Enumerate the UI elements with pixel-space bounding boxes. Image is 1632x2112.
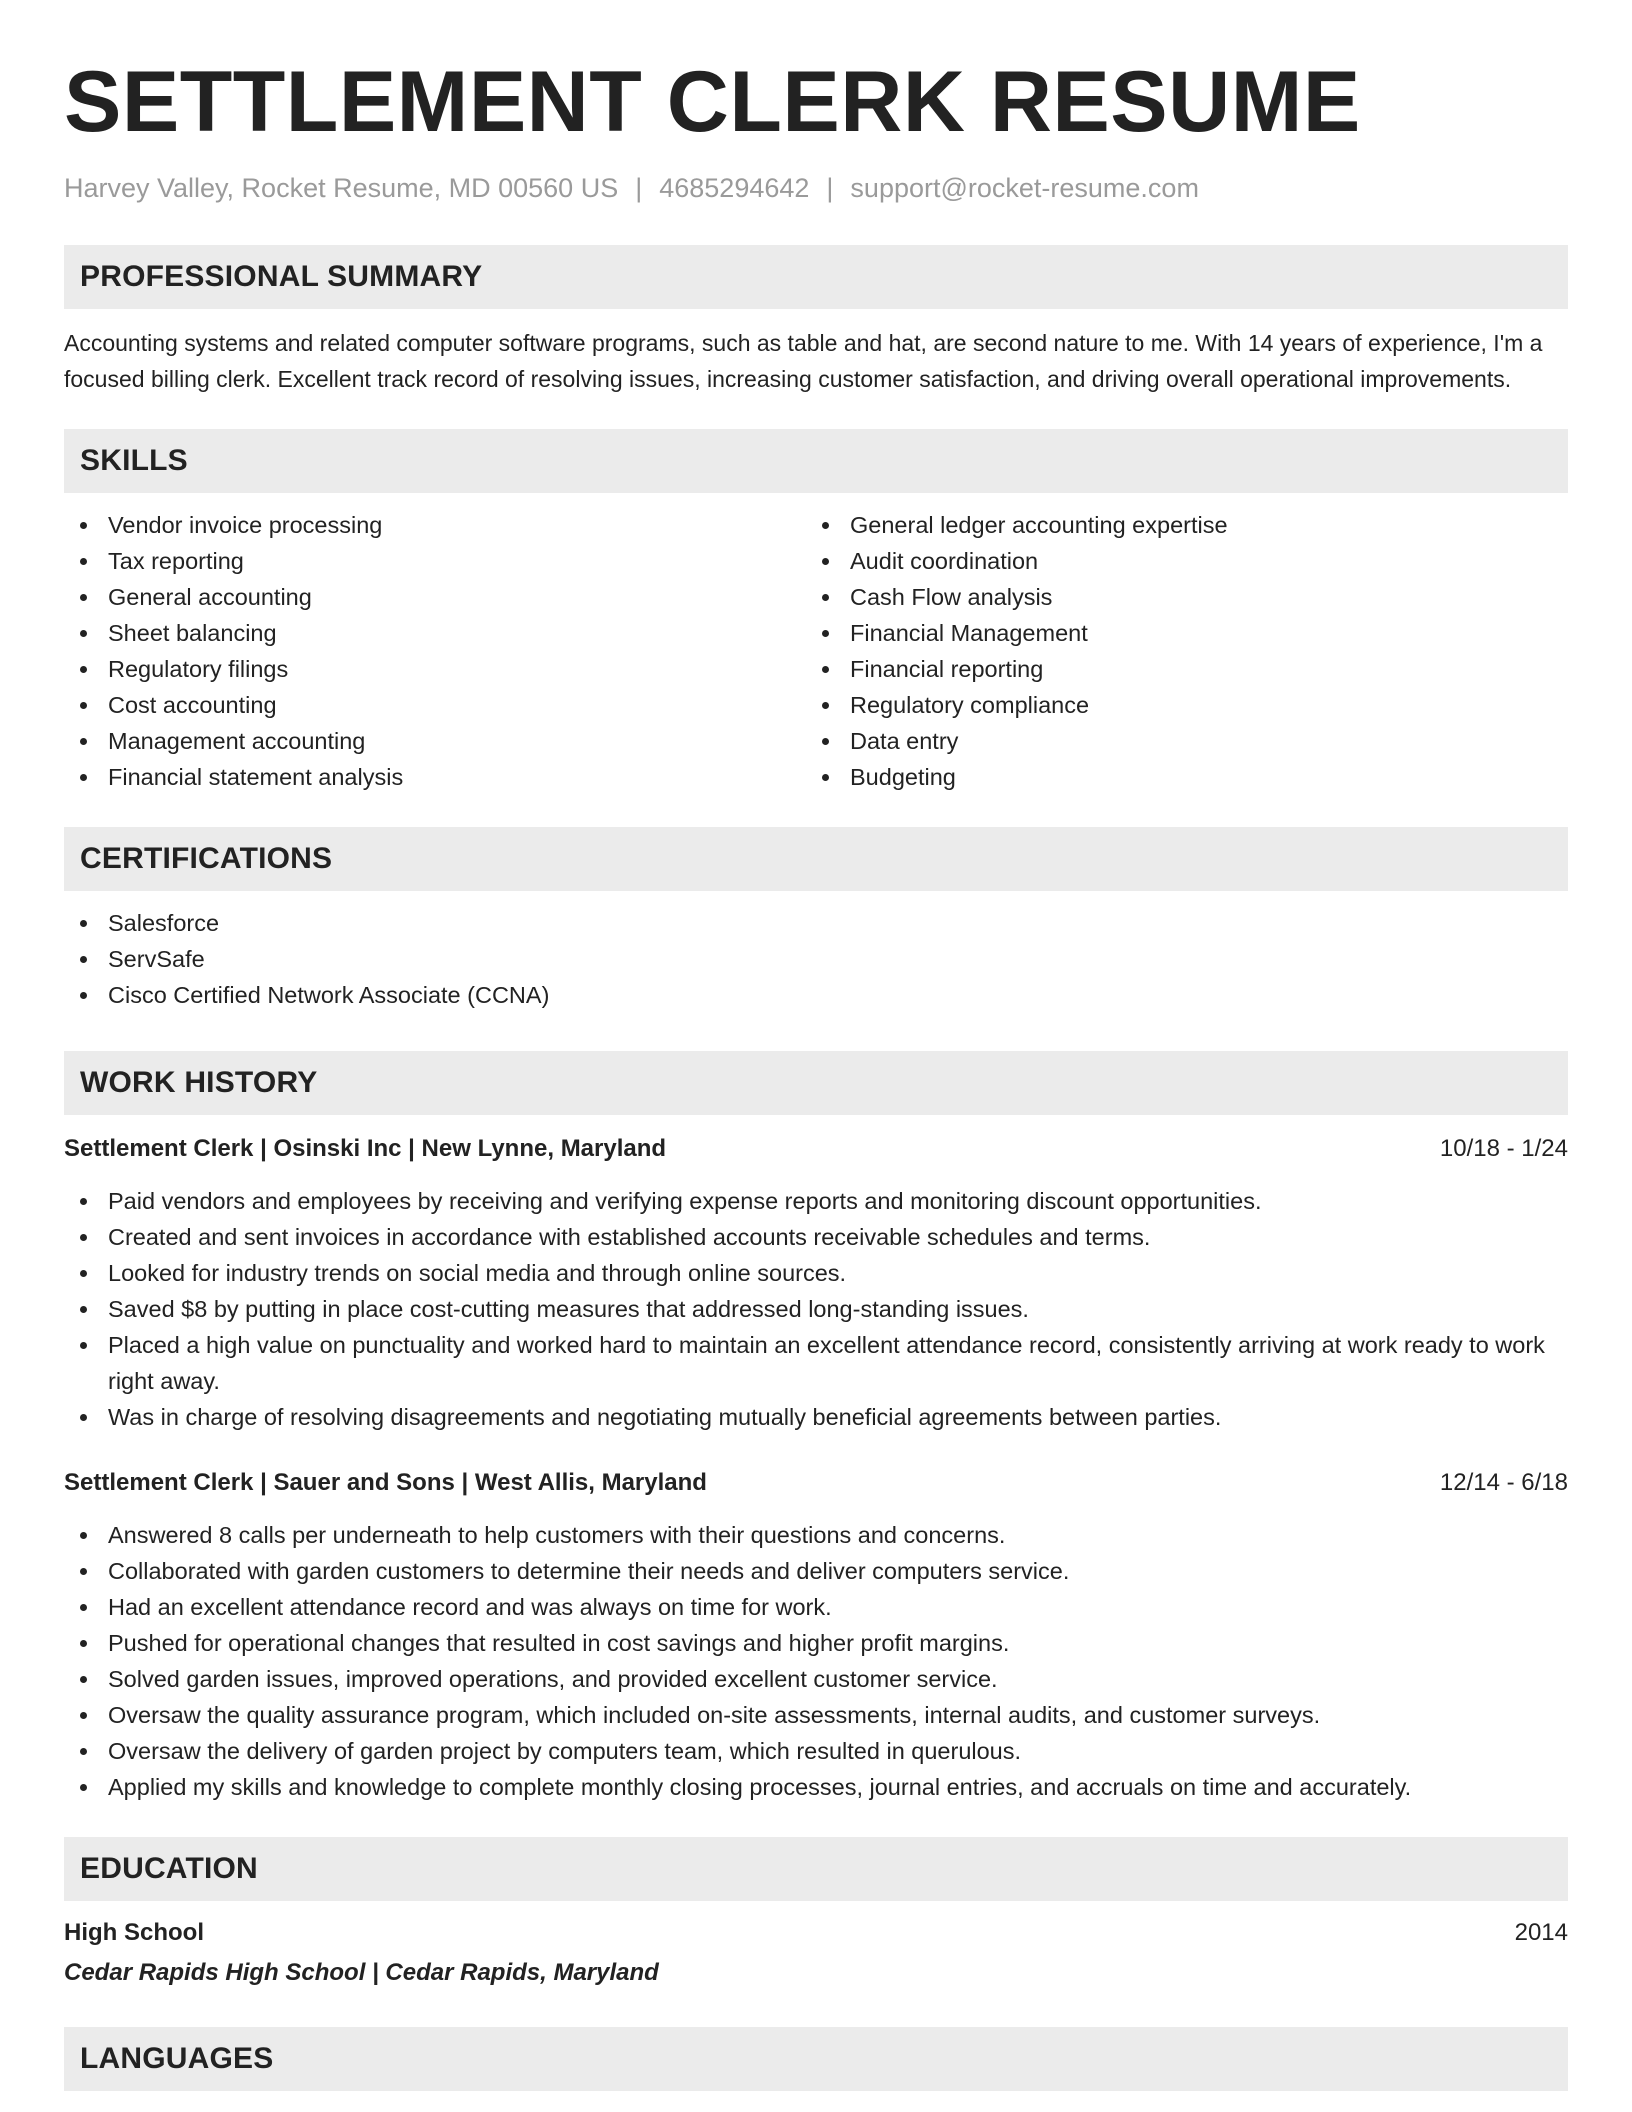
- skills-grid: [64, 507, 1568, 795]
- skill-item: Cash Flow analysis: [806, 579, 1548, 615]
- skills-list-left: [64, 507, 806, 795]
- job-dates: 10/18 - 1/24: [1439, 1135, 1568, 1162]
- job-bullet: Pushed for operational changes that resulted in cost savings and higher profit margins.: [64, 1625, 1568, 1661]
- certification-item: Cisco Certified Network Associate (CCNA): [64, 977, 1568, 1013]
- job-dates: 12/14 - 6/18: [1439, 1469, 1568, 1496]
- contact-separator: |: [826, 173, 834, 203]
- skill-item: Cost accounting: [64, 687, 806, 723]
- skill-item: Sheet balancing: [64, 615, 806, 651]
- job-bullet: Had an excellent attendance record and was always on time for work.: [64, 1589, 1568, 1625]
- section-heading-work-history: WORK HISTORY: [64, 1051, 1568, 1115]
- job-bullet: Was in charge of resolving disagreements and negotiating mutually beneficial agreements between parties.: [64, 1399, 1568, 1435]
- job-bullet: Placed a high value on punctuality and worked hard to maintain an excellent attendance record, consistently arriving at work ready to work right away.: [64, 1327, 1568, 1399]
- job-bullet: Answered 8 calls per underneath to help customers with their questions and concerns.: [64, 1517, 1568, 1553]
- skill-item: Regulatory filings: [64, 651, 806, 687]
- section-heading-certifications: CERTIFICATIONS: [64, 827, 1568, 891]
- skill-item: General ledger accounting expertise: [806, 507, 1548, 543]
- summary-text: Accounting systems and related computer software programs, such as table and hat, are second nature to me. With 14 years of experience, I'm a focused billing clerk. Excellent track record of resolving issues, increasing customer satisfaction, and driving overall operational improvements.: [64, 330, 1543, 392]
- job-bullet: Solved garden issues, improved operations, and provided excellent customer service.: [64, 1661, 1568, 1697]
- contact-line: [64, 172, 1568, 204]
- contact-email: support@rocket-resume.com: [850, 173, 1199, 203]
- skill-item: Audit coordination: [806, 543, 1548, 579]
- job-bullet: Looked for industry trends on social media and through online sources.: [64, 1255, 1568, 1291]
- section-heading-summary: PROFESSIONAL SUMMARY: [64, 245, 1568, 309]
- job-bullets: [64, 1183, 1568, 1435]
- certification-item: ServSafe: [64, 941, 1568, 977]
- job-bullet: Oversaw the delivery of garden project by computers team, which resulted in querulous.: [64, 1733, 1568, 1769]
- skill-item: Financial Management: [806, 615, 1548, 651]
- job-title: Settlement Clerk | Osinski Inc | New Lynne, Maryland: [64, 1135, 667, 1162]
- skill-item: Tax reporting: [64, 543, 806, 579]
- education-degree: High School: [64, 1919, 204, 1946]
- education-school: Cedar Rapids High School | Cedar Rapids, Maryland: [64, 1959, 659, 1986]
- skill-item: Regulatory compliance: [806, 687, 1548, 723]
- job-bullet: Saved $8 by putting in place cost-cutting measures that addressed long-standing issues.: [64, 1291, 1568, 1327]
- job-bullet: Paid vendors and employees by receiving and verifying expense reports and monitoring discount opportunities.: [64, 1183, 1568, 1219]
- skills-list-right: [806, 507, 1548, 795]
- section-heading-education: EDUCATION: [64, 1837, 1568, 1901]
- skill-item: Management accounting: [64, 723, 806, 759]
- job-bullet: Oversaw the quality assurance program, which included on-site assessments, internal audits, and customer surveys.: [64, 1697, 1568, 1733]
- certification-item: Salesforce: [64, 905, 1568, 941]
- education-header: [64, 1915, 1568, 1951]
- section-heading-languages: LANGUAGES: [64, 2027, 1568, 2091]
- contact-address: Harvey Valley, Rocket Resume, MD 00560 US: [64, 173, 619, 203]
- skill-item: Budgeting: [806, 759, 1548, 795]
- job-title: Settlement Clerk | Sauer and Sons | West Allis, Maryland: [64, 1469, 707, 1496]
- skill-item: Financial reporting: [806, 651, 1548, 687]
- skill-item: Data entry: [806, 723, 1548, 759]
- job-header: [64, 1465, 1568, 1501]
- skill-item: Financial statement analysis: [64, 759, 806, 795]
- contact-separator: |: [635, 173, 643, 203]
- section-heading-skills: SKILLS: [64, 429, 1568, 493]
- job-bullets: [64, 1517, 1568, 1805]
- job-bullet: Collaborated with garden customers to determine their needs and deliver computers service.: [64, 1553, 1568, 1589]
- job-bullet: Created and sent invoices in accordance with established accounts receivable schedules and terms.: [64, 1219, 1568, 1255]
- education-year: 2014: [1514, 1919, 1568, 1946]
- skill-item: General accounting: [64, 579, 806, 615]
- certifications-list: [64, 905, 1568, 1013]
- job-bullet: Applied my skills and knowledge to complete monthly closing processes, journal entries, and accruals on time and accurately.: [64, 1769, 1568, 1805]
- skill-item: Vendor invoice processing: [64, 507, 806, 543]
- contact-phone: 4685294642: [659, 173, 810, 203]
- job-header: [64, 1131, 1568, 1167]
- resume-title: SETTLEMENT CLERK RESUME: [64, 54, 1361, 150]
